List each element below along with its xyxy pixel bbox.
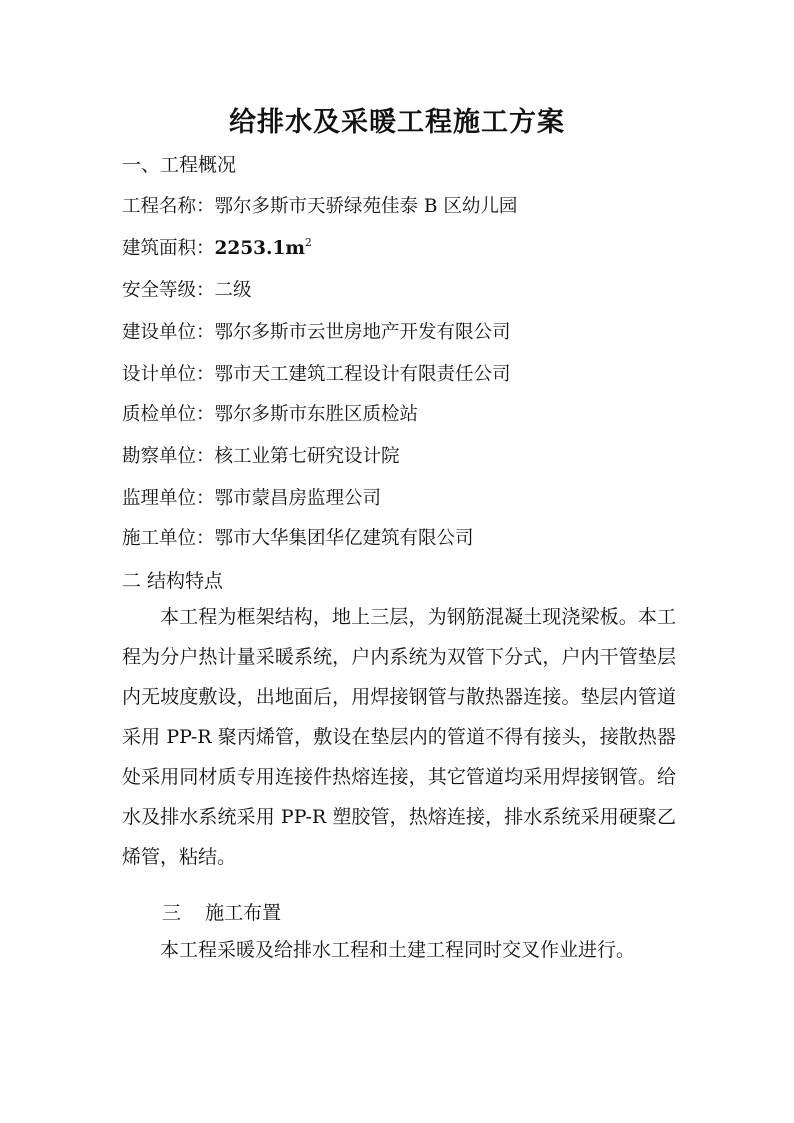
info-value: 鄂尔多斯市云世房地产开发有限公司 <box>214 322 511 343</box>
document-title: 给排水及采暖工程施工方案 <box>229 107 565 138</box>
info-value: 2253.1m <box>214 238 305 259</box>
info-row-supervision-unit <box>122 484 381 510</box>
info-value: 鄂市天工建筑工程设计有限责任公司 <box>214 364 511 385</box>
section-heading-overview: 一、工程概况 <box>122 154 237 176</box>
info-label: 监理单位： <box>122 488 215 509</box>
info-row-quality-unit <box>122 400 418 426</box>
info-label: 工程名称： <box>122 196 215 217</box>
info-value: 鄂市蒙昌房监理公司 <box>214 488 382 509</box>
info-value: 鄂市大华集团华亿建筑有限公司 <box>214 528 474 549</box>
info-row-building-area <box>122 234 312 260</box>
info-value-superscript: 2 <box>304 236 312 249</box>
info-row-project-name <box>122 192 517 218</box>
info-label: 安全等级： <box>122 280 215 301</box>
info-label: 质检单位： <box>122 404 215 425</box>
info-row-survey-unit <box>122 442 400 468</box>
info-label: 勘察单位： <box>122 446 215 467</box>
section-heading-structure: 二 结构特点 <box>122 570 224 592</box>
info-row-construction-unit <box>122 318 511 344</box>
structure-paragraph: 本工程为框架结构，地上三层，为钢筋混凝土现浇梁板。本工程为分户热计量采暖系统，户内系统为双管下分式，户内干管垫层内无坡度敷设，出地面后，用焊接钢管与散热器连接。垫层内管道采用 PP-R 聚丙烯管，敷设在垫层内的管道不得有接头，接散热器处采用同材质专用连接件热熔连接，其它管道均采用焊接钢管。给水及排水系统采用 PP-R 塑胶管，热熔连接，排水系统采用硬聚乙烯管，粘结。 <box>122 606 676 868</box>
info-label: 设计单位： <box>122 364 215 385</box>
info-value: 鄂尔多斯市东胜区质检站 <box>214 404 419 425</box>
layout-paragraph: 本工程采暖及给排水工程和土建工程同时交叉作业进行。 <box>160 939 636 961</box>
info-value: 核工业第七研究设计院 <box>214 446 400 467</box>
info-row-contractor-unit <box>122 524 474 550</box>
info-value: 二级 <box>214 280 252 301</box>
info-label: 建筑面积： <box>122 238 215 259</box>
info-row-safety-level <box>122 276 252 302</box>
info-value: 鄂尔多斯市天骄绿苑佳泰 B 区幼儿园 <box>214 196 518 217</box>
info-label: 建设单位： <box>122 322 215 343</box>
info-row-design-unit <box>122 360 511 386</box>
info-label: 施工单位： <box>122 528 215 549</box>
section-heading-layout: 三 施工布置 <box>162 902 282 924</box>
